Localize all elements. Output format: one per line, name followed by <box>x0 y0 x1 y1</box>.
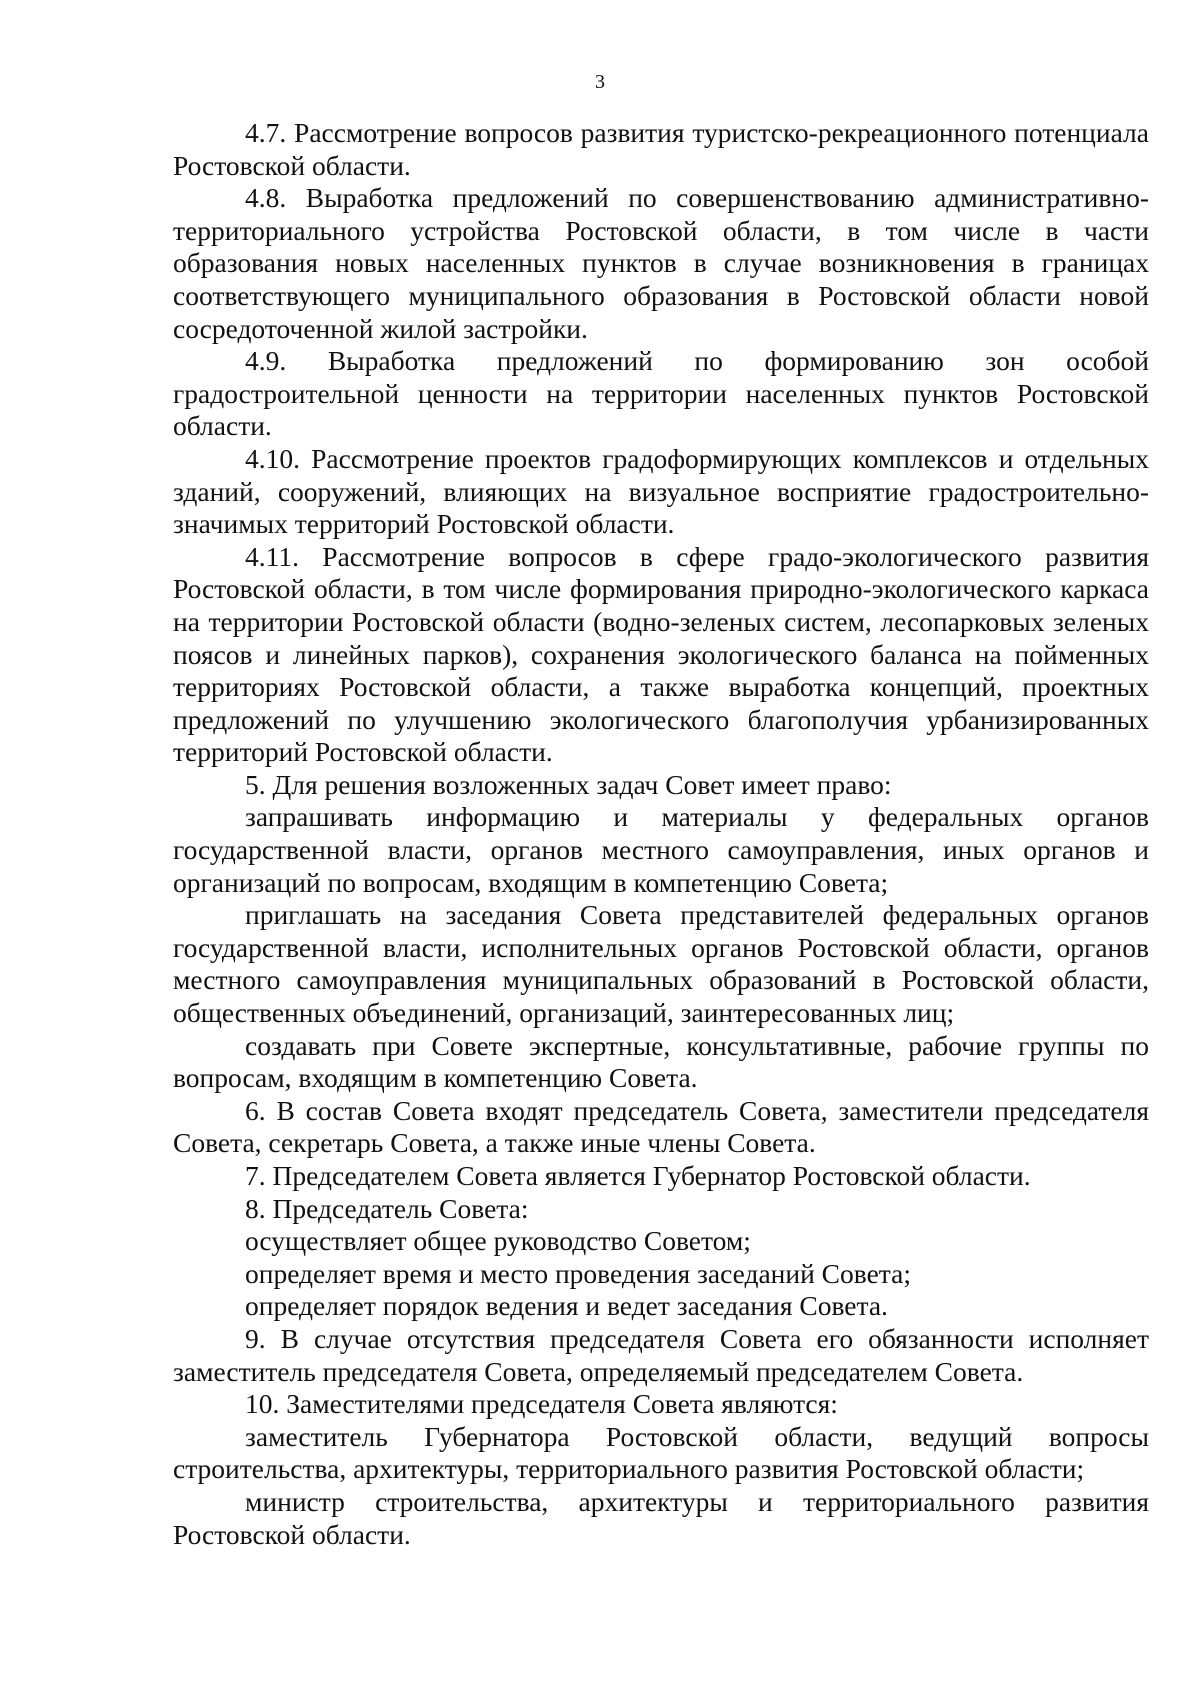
paragraph-10-item-deputy-governor: заместитель Губернатора Ростовской области, ведущий вопросы строительства, архитектуры, территориального развития Ростовской области; <box>173 1420 1149 1485</box>
paragraph-9: 9. В случае отсутствия председателя Совета его обязанности исполняет заместитель председателя Совета, определяемый председателем Совета. <box>173 1322 1149 1387</box>
paragraph-5: 5. Для решения возложенных задач Совет имеет право: <box>245 768 892 800</box>
paragraph-7: 7. Председателем Совета является Губернатор Ростовской области. <box>245 1160 1031 1191</box>
paragraph-10: 10. Заместителями председателя Совета являются: <box>245 1388 838 1420</box>
paragraph-5-item-request: запрашивать информацию и материалы у федеральных органов государственной власти, органов местного самоуправления, иных органов и организаций по вопросам, входящим в компетенцию Совета; <box>173 801 1149 898</box>
paragraph-5-item-invite: приглашать на заседания Совета представителей федеральных органов государственной власти, исполнительных органов Ростовской области, органов местного самоуправления муниципальных образований в Ростовской области, общественных объединений, организаций, заинтересованных лиц; <box>173 899 1149 1029</box>
page-number: 3 <box>595 71 605 93</box>
paragraph-4-7: 4.7. Рассмотрение вопросов развития туристско-рекреационного потенциала Ростовской области. <box>173 117 1149 181</box>
paragraph-4-9: 4.9. Выработка предложений по формированию зон особой градостроительной ценности на территории населенных пунктов Ростовской области. <box>173 345 1149 442</box>
paragraph-8-item-leadership: осуществляет общее руководство Советом; <box>245 1225 751 1257</box>
paragraph-4-11: 4.11. Рассмотрение вопросов в сфере градо-экологического развития Ростовской области, в том числе формирования природно-экологического каркаса на территории Ростовской области (водно-зеленых систем, лесопарковых зеленых поясов и линейных парков), сохранения экологического баланса на пойменных территориях Ростовской области, а также выработка концепций, проектных предложений по улучшению экологического благополучия урбанизированных территорий Ростовской области. <box>173 540 1149 768</box>
paragraph-8-item-procedure: определяет порядок ведения и ведет заседания Совета. <box>245 1290 888 1322</box>
document-body <box>173 117 1149 1551</box>
paragraph-5-item-groups: создавать при Совете экспертные, консультативные, рабочие группы по вопросам, входящим в компетенцию Совета. <box>173 1029 1149 1094</box>
paragraph-10-item-minister: министр строительства, архитектуры и территориального развития Ростовской области. <box>173 1485 1149 1550</box>
paragraph-8-item-schedule: определяет время и место проведения заседаний Совета; <box>245 1257 912 1289</box>
paragraph-4-10: 4.10. Рассмотрение проектов градоформирующих комплексов и отдельных зданий, сооружений, влияющих на визуальное восприятие градостроительно-значимых территорий Ростовской области. <box>173 442 1149 540</box>
paragraph-4-8: 4.8. Выработка предложений по совершенствованию административно-территориального устройства Ростовской области, в том числе в части образования новых населенных пунктов в случае возникновения в границах соответствующего муниципального образования в Ростовской области новой сосредоточенной жилой застройки. <box>173 182 1149 344</box>
paragraph-8: 8. Председатель Совета: <box>245 1192 529 1224</box>
paragraph-6: 6. В состав Совета входят председатель Совета, заместители председателя Совета, секретарь Совета, а также иные члены Совета. <box>173 1094 1149 1159</box>
